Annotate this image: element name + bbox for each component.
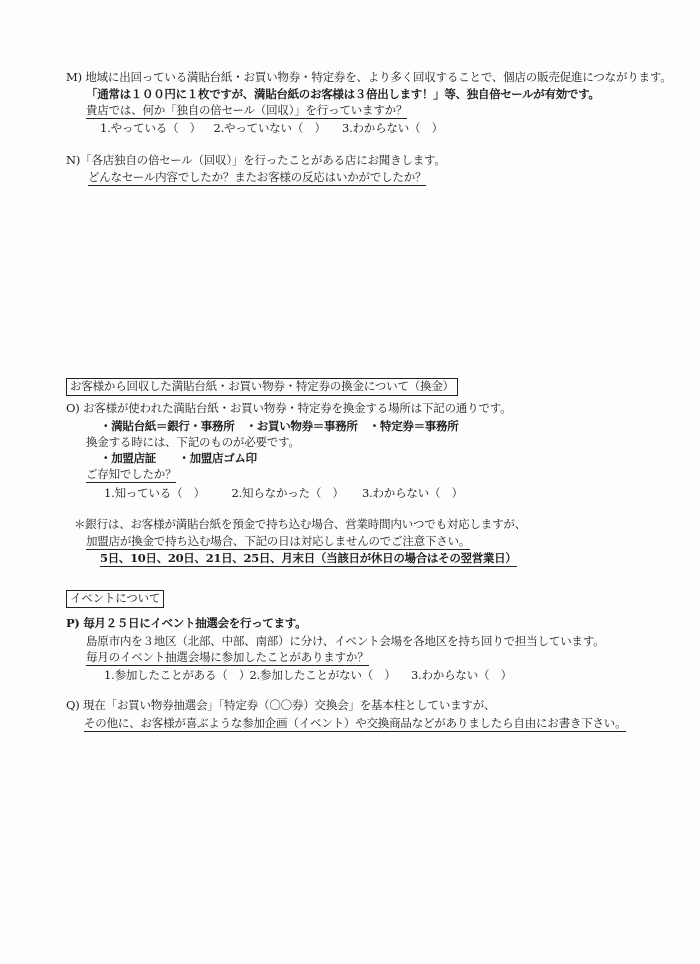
question-o-places: ・満貼台紙＝銀行・事務所 ・お買い物券＝事務所 ・特定券＝事務所	[100, 419, 459, 433]
option-m-1[interactable]: 1.やっている（ ）	[100, 121, 201, 135]
note-line-1: ＊銀行は、お客様が満貼台紙を預金で持ち込む場合、営業時間内いつでも対応しますが、	[74, 517, 526, 531]
question-o-question: ご存知でしたか？	[86, 467, 177, 481]
option-o-1[interactable]: 1.知っている（ ）	[104, 486, 205, 500]
option-p-1[interactable]: 1.参加したことがある（ ）	[104, 668, 251, 682]
question-m-example: 「通常は１００円に１枚ですが、満貼台紙のお客様は３倍出します！」等、独自倍セールが有効です。	[86, 87, 600, 101]
question-o-required: 換金する時には、下記のものが必要です。	[86, 435, 300, 449]
note-line-2: 加盟店が換金で持ち込む場合、下記の日は対応しませんのでご注意下さい。	[86, 534, 471, 548]
question-q-detail: その他に、お客様が喜ぶような参加企画（イベント）や交換商品などがありましたら自由にお書き下さい。	[84, 716, 627, 730]
question-p-options	[104, 670, 544, 682]
option-o-3[interactable]: 3.わからない（ ）	[361, 486, 463, 500]
note-line-3: 5日、10日、20日、21日、25日、月末日（当該日が休日の場合はその翌営業日）	[100, 551, 517, 565]
question-o-text: O) お客様が使われた満貼台紙・お買い物券・特定券を換金する場所は下記の通りです。	[66, 401, 512, 415]
question-q-text: Q) 現在「お買い物券抽選会」「特定券（〇〇券）交換会」を基本柱としていますが、	[66, 698, 496, 712]
question-n-question: どんなセール内容でしたか？またお客様の反応はいかがでしたか？	[88, 170, 427, 184]
option-m-3[interactable]: 3.わからない（ ）	[341, 121, 443, 135]
answer-area-q[interactable]	[84, 740, 624, 930]
question-p-detail: 島原市内を３地区（北部、中部、南部）に分け、イベント会場を各地区を持ち回りで担当しています。	[86, 634, 605, 648]
question-o-options	[104, 488, 524, 500]
question-m-options	[100, 123, 520, 135]
question-p-question: 毎月のイベント抽選会場に参加したことがありますか？	[86, 650, 369, 664]
question-m-text: M) 地域に出回っている満貼台紙・お買い物券・特定券を、より多く回収することで、個店の販売促進につながります。	[66, 70, 672, 84]
answer-area-n[interactable]	[88, 192, 628, 362]
option-p-2[interactable]: 2.参加したことがない（ ）	[249, 668, 396, 682]
question-n-text: N)「各店独自の倍セール（回収）」を行ったことがある店にお聞きします。	[66, 153, 446, 167]
section-event-title: イベントについて	[66, 590, 164, 608]
section-exchange-title: お客様から回収した満貼台紙・お買い物券・特定券の換金について（換金）	[66, 378, 458, 396]
option-m-2[interactable]: 2.やっていない（ ）	[213, 121, 326, 135]
question-m-question: 貴店では、何か「独自の倍セール（回収）」を行っていますか？	[86, 103, 408, 117]
question-p-text: P) 毎月２５日にイベント抽選会を行ってます。	[66, 616, 307, 630]
option-p-3[interactable]: 3.わからない（ ）	[410, 668, 512, 682]
option-o-2[interactable]: 2.知らなかった（ ）	[231, 486, 344, 500]
question-o-items: ・加盟店証 ・加盟店ゴム印	[100, 451, 257, 465]
